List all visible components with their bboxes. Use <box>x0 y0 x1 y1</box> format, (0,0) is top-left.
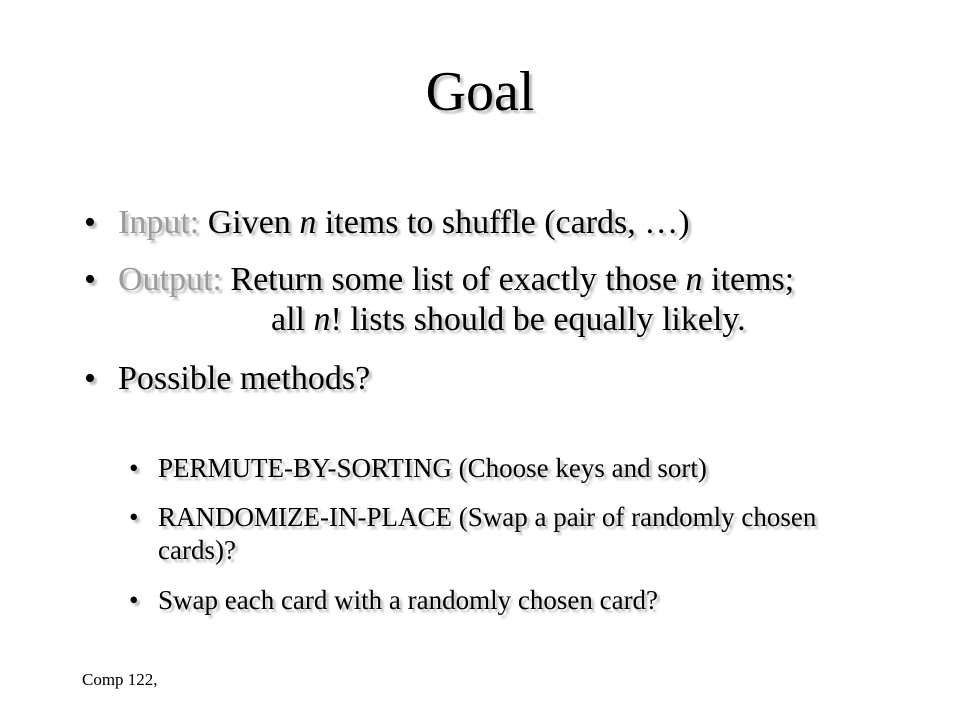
input-text-a: Given <box>199 204 300 241</box>
bullet-methods <box>84 359 371 399</box>
bullet-icon: • <box>129 585 139 615</box>
output-text-b: items; <box>702 261 795 298</box>
output-variable: n <box>685 261 703 298</box>
bullet-icon: • <box>129 502 139 532</box>
output-line-1 <box>118 261 794 298</box>
output-text-a: Return some list of exactly those <box>221 261 686 298</box>
subbullet-permute-by-sorting <box>129 452 878 485</box>
bullet-input <box>84 203 690 243</box>
footer-course-label: Comp 122, <box>82 670 158 689</box>
subbullet-randomize-in-place <box>129 501 878 567</box>
input-variable: n <box>299 204 317 241</box>
output-line2-variable: n <box>313 301 331 338</box>
output-line-2 <box>118 300 794 340</box>
slide-title: Goal <box>425 61 535 123</box>
bullet-icon: • <box>84 360 96 397</box>
bullet-output <box>84 260 795 340</box>
subbullet-text: PERMUTE-BY-SORTING (Choose keys and sort) <box>158 453 707 483</box>
input-text-b: items to shuffle (cards, …) <box>316 204 690 241</box>
subbullet-text: RANDOMIZE-IN-PLACE (Swap a pair of randomly chosen cards)? <box>158 502 817 565</box>
input-label: Input: <box>118 204 200 241</box>
output-line2-b: ! lists should be equally likely. <box>330 301 746 338</box>
subbullet-text: Swap each card with a randomly chosen card? <box>158 585 659 615</box>
bullet-icon: • <box>84 204 96 241</box>
output-line2-a: all <box>271 301 314 338</box>
bullet-icon: • <box>129 453 139 483</box>
bullet-icon: • <box>84 261 96 298</box>
subbullet-swap-each-card <box>129 584 878 617</box>
methods-text: Possible methods? <box>118 360 371 397</box>
output-label: Output: <box>118 261 222 298</box>
